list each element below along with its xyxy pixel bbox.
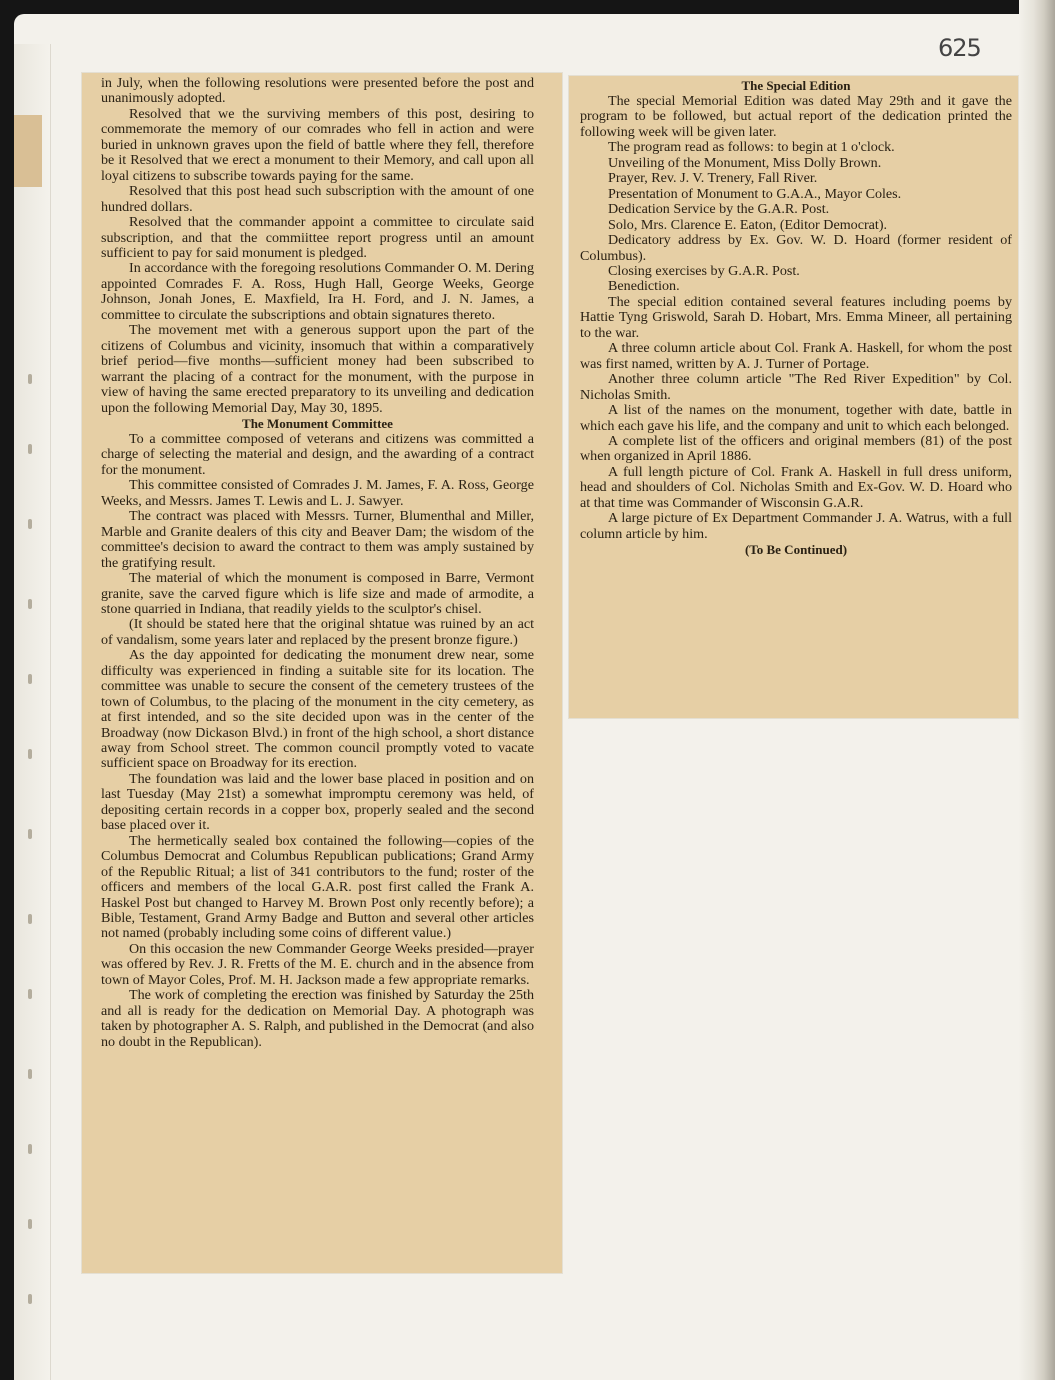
paragraph: Prayer, Rev. J. V. Trenery, Fall River. (608, 170, 818, 187)
special-edition-heading: The Special Edition (741, 78, 851, 93)
paragraph: Dedicatory address by Ex. Gov. W. D. Hoard (former resident of Columbus). (580, 232, 1012, 264)
binding-hole (28, 829, 32, 839)
paragraph: The work of completing the erection was finished by Saturday the 25th and all is ready for the dedication on Memorial Day. A photograph was taken by photographer A. S. Ralph, and published in the Democrat (and also no doubt in the Republican). (101, 987, 534, 1050)
paragraph: in July, when the following resolutions were presented before the post and unanimously adopted. (101, 75, 534, 107)
paragraph: A list of the names on the monument, together with date, battle in which each gave his life, and the company and unit to which each belonged. (580, 402, 1012, 434)
paragraph: The material of which the monument is composed in Barre, Vermont granite, save the carved figure which is life size and made of armodite, a stone quarried in Indiana, that readily yields to the sculptor's chisel. (101, 570, 534, 617)
binding-hole (28, 599, 32, 609)
left-column-text (101, 76, 534, 1050)
binding-hole (28, 989, 32, 999)
paragraph: This committee consisted of Comrades J. M. James, F. A. Ross, George Weeks, and Messrs. James T. Lewis and L. J. Sawyer. (101, 477, 534, 509)
binding-hole (28, 749, 32, 759)
paragraph: The contract was placed with Messrs. Turner, Blumenthal and Miller, Marble and Granite dealers of this city and Beaver Dam; the wisdom of the committee's decision to award the contract to them was amply sustained by the gratifying result. (101, 508, 534, 571)
clipping-right (569, 76, 1018, 718)
paragraph: Another three column article "The Red River Expedition" by Col. Nicholas Smith. (580, 371, 1012, 403)
paragraph: Dedication Service by the G.A.R. Post. (608, 201, 830, 218)
paragraph: A three column article about Col. Frank A. Haskell, for whom the post was first named, written by A. J. Turner of Portage. (580, 340, 1012, 372)
paragraph: Solo, Mrs. Clarence E. Eaton, (Editor Democrat). (608, 216, 888, 233)
binding-hole (28, 1144, 32, 1154)
binding-hole (28, 1294, 32, 1304)
paragraph: Resolved that the commander appoint a committee to circulate said subscription, and that the commiittee report progress until an amount sufficient to pay for said monument is pledged. (101, 214, 534, 261)
left-paragraphs-part2 (101, 432, 534, 1050)
left-paragraphs-part1 (101, 76, 534, 416)
paragraph: The program read as follows: to begin at 1 o'clock. (608, 139, 895, 156)
paragraph: The hermetically sealed box contained the following—copies of the Columbus Democrat and Columbus Republican publications; Grand Army of the Republic Ritual; a list of 341 contributors to the fund; roster of the officers and members of the local G.A.R. post first called the Frank A. Haskel Post but changed to Harvey M. Brown Post only recently before); a Bible, Testament, Grand Army Badge and Button and several other articles not named (probably including some coins of different value.) (101, 832, 534, 942)
monument-committee-heading: The Monument Committee (242, 415, 393, 431)
binding-hole (28, 914, 32, 924)
paragraph: A full length picture of Col. Frank A. Haskell in full dress uniform, head and shoulders of Col. Nicholas Smith and Ex-Gov. W. D. Hoard who at that time was Commander of Wisconsin G.A.R. (580, 463, 1012, 511)
paragraph: On this occasion the new Commander George Weeks presided—prayer was offered by Rev. J. R. Fretts of the M. E. church and in the absence from town of Mayor Coles, Prof. M. H. Jackson made a few appropriate remarks. (101, 940, 534, 988)
binding-hole (28, 444, 32, 454)
paragraph: A large picture of Ex Department Commander J. A. Watrus, with a full column article by him. (580, 510, 1012, 542)
page-tab (14, 115, 42, 187)
right-column-text (580, 78, 1012, 558)
paragraph: In accordance with the foregoing resolutions Commander O. M. Dering appointed Comrades F. A. Ross, Hugh Hall, George Weeks, George Johnson, Jonah Jones, E. Maxfield, Ira H. Ford, and J. N. James, a committee to circulate the subscriptions and obtain signatures thereto. (101, 260, 534, 323)
binding-hole (28, 1069, 32, 1079)
paragraph: The special Memorial Edition was dated May 29th and it gave the program to be followed, but actual report of the dedication printed the following week will be given later. (580, 93, 1012, 140)
paragraph: Closing exercises by G.A.R. Post. (608, 262, 800, 279)
page-edge (1019, 0, 1055, 1380)
paragraph: The movement met with a generous support upon the part of the citizens of Columbus and vicinity, insomuch that within a comparatively brief period—five months—sufficient money had been subscribed to warrant the placing of a contract for the monument, with the purpose in view of having the same erected preparatory to its unveiling and dedication upon the following Memorial Day, May 30, 1895. (101, 322, 534, 416)
binding-hole (28, 519, 32, 529)
paragraph: The foundation was laid and the lower base placed in position and on last Tuesday (May 21st) a somewhat impromptu ceremony was held, of depositing certain records in a copper box, properly sealed and the second base placed over it. (101, 770, 534, 834)
paragraph: Benediction. (608, 278, 680, 295)
paragraph: A complete list of the officers and original members (81) of the post when organized in April 1886. (580, 432, 1012, 465)
paragraph: Resolved that this post head such subscription with the amount of one hundred dollars. (101, 183, 534, 215)
clipping-left (82, 73, 562, 1273)
paragraph: Unveiling of the Monument, Miss Dolly Brown. (608, 154, 882, 171)
page-number: 625 (938, 34, 981, 62)
paragraph: Resolved that we the surviving members of this post, desiring to commemorate the memory of our comrades who fell in action and were buried in unknown graves upon the field of battle where they fell, therefore be it Resolved that we erect a monument to their Memory, and call upon all loyal citizens to subscribe towards paying for the same. (101, 105, 534, 184)
binding-hole (28, 1219, 32, 1229)
binding-hole (28, 674, 32, 684)
paragraph: As the day appointed for dedicating the monument drew near, some difficulty was experienced in finding a suitable site for its location. The committee was unable to secure the consent of the cemetery trustees of the town of Columbus, to the placing of the monument in the city cemetery, as at first intended, and so the site decided upon was in the center of the Broadway (now Dickason Blvd.) in front of the high school, a short distance away from School street. The common council promptly voted to vacate sufficient space on Broadway for its erection. (101, 647, 534, 772)
paragraph: Presentation of Monument to G.A.A., Mayor Coles. (608, 185, 902, 202)
binding-hole (28, 374, 32, 384)
paragraph: The special edition contained several features including poems by Hattie Tyng Griswold, Sarah D. Hobart, Mrs. Emma Mineer, all pertaining to the war. (580, 293, 1012, 341)
paragraph: (It should be stated here that the original shtatue was ruined by an act of vandalism, some years later and replaced by the present bronze figure.) (101, 616, 534, 648)
binding-margin (14, 44, 51, 1380)
paragraph: To a committee composed of veterans and citizens was committed a charge of selecting the material and design, and the awarding of a contract for the monument. (101, 430, 534, 478)
to-be-continued: (To Be Continued) (744, 542, 848, 558)
right-paragraphs (580, 94, 1012, 542)
